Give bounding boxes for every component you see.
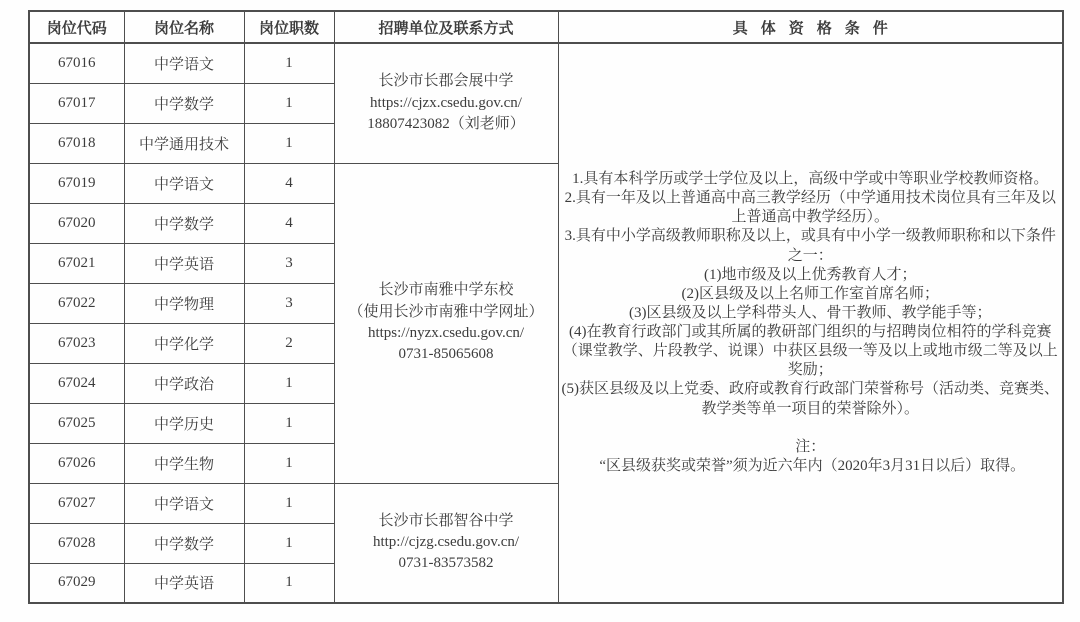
header-row	[29, 11, 1063, 43]
unit-url: http://cjzg.csedu.gov.cn/	[372, 534, 520, 551]
position-name-cell: 中学物理	[124, 283, 244, 323]
position-count-cell: 1	[244, 363, 334, 403]
position-code-cell: 67017	[29, 83, 124, 123]
position-name-cell: 中学生物	[124, 443, 244, 483]
position-count-cell: 3	[244, 283, 334, 323]
recruiting-unit-cell	[334, 163, 558, 483]
position-name-cell: 中学历史	[124, 403, 244, 443]
position-name-cell: 中学英语	[124, 563, 244, 603]
recruiting-unit-cell	[334, 483, 558, 603]
position-count-cell: 4	[244, 203, 334, 243]
position-count-cell: 2	[244, 323, 334, 363]
position-count-cell: 1	[244, 523, 334, 563]
unit-phone: 18807423082（刘老师）	[367, 115, 525, 132]
qualification-item: 3.具有中小学高级教师职称及以上，或具有中小学一级教师职称和以下条件之一：	[564, 228, 1056, 264]
unit-phone: 0731-85065608	[398, 346, 494, 363]
position-count-cell: 3	[244, 243, 334, 283]
position-count-cell: 1	[244, 123, 334, 163]
position-code-cell: 67023	[29, 323, 124, 363]
unit-phone: 0731-83573582	[398, 555, 494, 572]
recruiting-unit-cell	[334, 43, 558, 163]
note-text: “区县级获奖或荣誉”须为近六年内（2020年3月31日以后）取得。	[599, 457, 1026, 474]
position-count-cell: 1	[244, 403, 334, 443]
position-name-cell: 中学政治	[124, 363, 244, 403]
qualification-item: 2.具有一年及以上普通高中高三教学经历（中学通用技术岗位具有三年及以上普通高中教学经历）。	[564, 190, 1056, 226]
position-count-cell: 1	[244, 563, 334, 603]
header-position-code: 岗位代码	[29, 11, 124, 43]
qualification-item: (5)获区县级及以上党委、政府或教育行政部门荣誉称号（活动类、竞赛类、教学类等单一项目的荣誉除外）。	[561, 381, 1059, 417]
position-code-cell: 67022	[29, 283, 124, 323]
table-row	[29, 43, 1063, 83]
position-name-cell: 中学化学	[124, 323, 244, 363]
position-code-cell: 67027	[29, 483, 124, 523]
unit-name: 长沙市南雅中学东校	[378, 282, 514, 299]
position-count-cell: 1	[244, 443, 334, 483]
position-code-cell: 67024	[29, 363, 124, 403]
position-count-cell: 1	[244, 43, 334, 83]
position-code-cell: 67016	[29, 43, 124, 83]
unit-name: 长沙市长郡会展中学	[378, 73, 514, 90]
position-code-cell: 67028	[29, 523, 124, 563]
unit-url: https://cjzx.csedu.gov.cn/	[370, 94, 522, 111]
position-name-cell: 中学语文	[124, 163, 244, 203]
position-count-cell: 1	[244, 483, 334, 523]
qualification-item: (4)在教育行政部门或其所属的教研部门组织的与招聘岗位相符的学科竞赛（课堂教学、片段教学、说课）中获区县级一等及以上或地市级二等及以上奖励；	[562, 324, 1058, 379]
header-qualifications: 具体资格条件	[558, 11, 1063, 43]
position-code-cell: 67020	[29, 203, 124, 243]
unit-url: https://nyzx.csedu.gov.cn/	[367, 325, 525, 341]
qualification-item: (3)区县级及以上学科带头人、骨干教师、教学能手等；	[629, 304, 992, 321]
qualifications-cell	[558, 43, 1063, 603]
position-name-cell: 中学数学	[124, 523, 244, 563]
position-name-cell: 中学数学	[124, 203, 244, 243]
qualification-item: (1)地市级及以上优秀教育人才；	[704, 266, 917, 283]
recruitment-table	[28, 10, 1064, 604]
position-code-cell: 67025	[29, 403, 124, 443]
position-name-cell: 中学数学	[124, 83, 244, 123]
position-code-cell: 67018	[29, 123, 124, 163]
position-name-cell: 中学通用技术	[124, 123, 244, 163]
position-name-cell: 中学语文	[124, 483, 244, 523]
position-count-cell: 1	[244, 83, 334, 123]
qualification-item: 1.具有本科学历或学士学位及以上，高级中学或中等职业学校教师资格。	[572, 171, 1049, 188]
position-name-cell: 中学语文	[124, 43, 244, 83]
header-recruiting-unit: 招聘单位及联系方式	[334, 11, 558, 43]
header-position-name: 岗位名称	[124, 11, 244, 43]
position-code-cell: 67019	[29, 163, 124, 203]
qualification-item: (2)区县级及以上名师工作室首席名师；	[681, 285, 939, 302]
position-code-cell: 67029	[29, 563, 124, 603]
position-name-cell: 中学英语	[124, 243, 244, 283]
position-code-cell: 67021	[29, 243, 124, 283]
header-position-count: 岗位职数	[244, 11, 334, 43]
position-code-cell: 67026	[29, 443, 124, 483]
note-label: 注：	[795, 438, 826, 455]
position-count-cell: 4	[244, 163, 334, 203]
unit-name: 长沙市长郡智谷中学	[378, 512, 514, 529]
unit-note: （使用长沙市南雅中学网址）	[348, 303, 544, 320]
